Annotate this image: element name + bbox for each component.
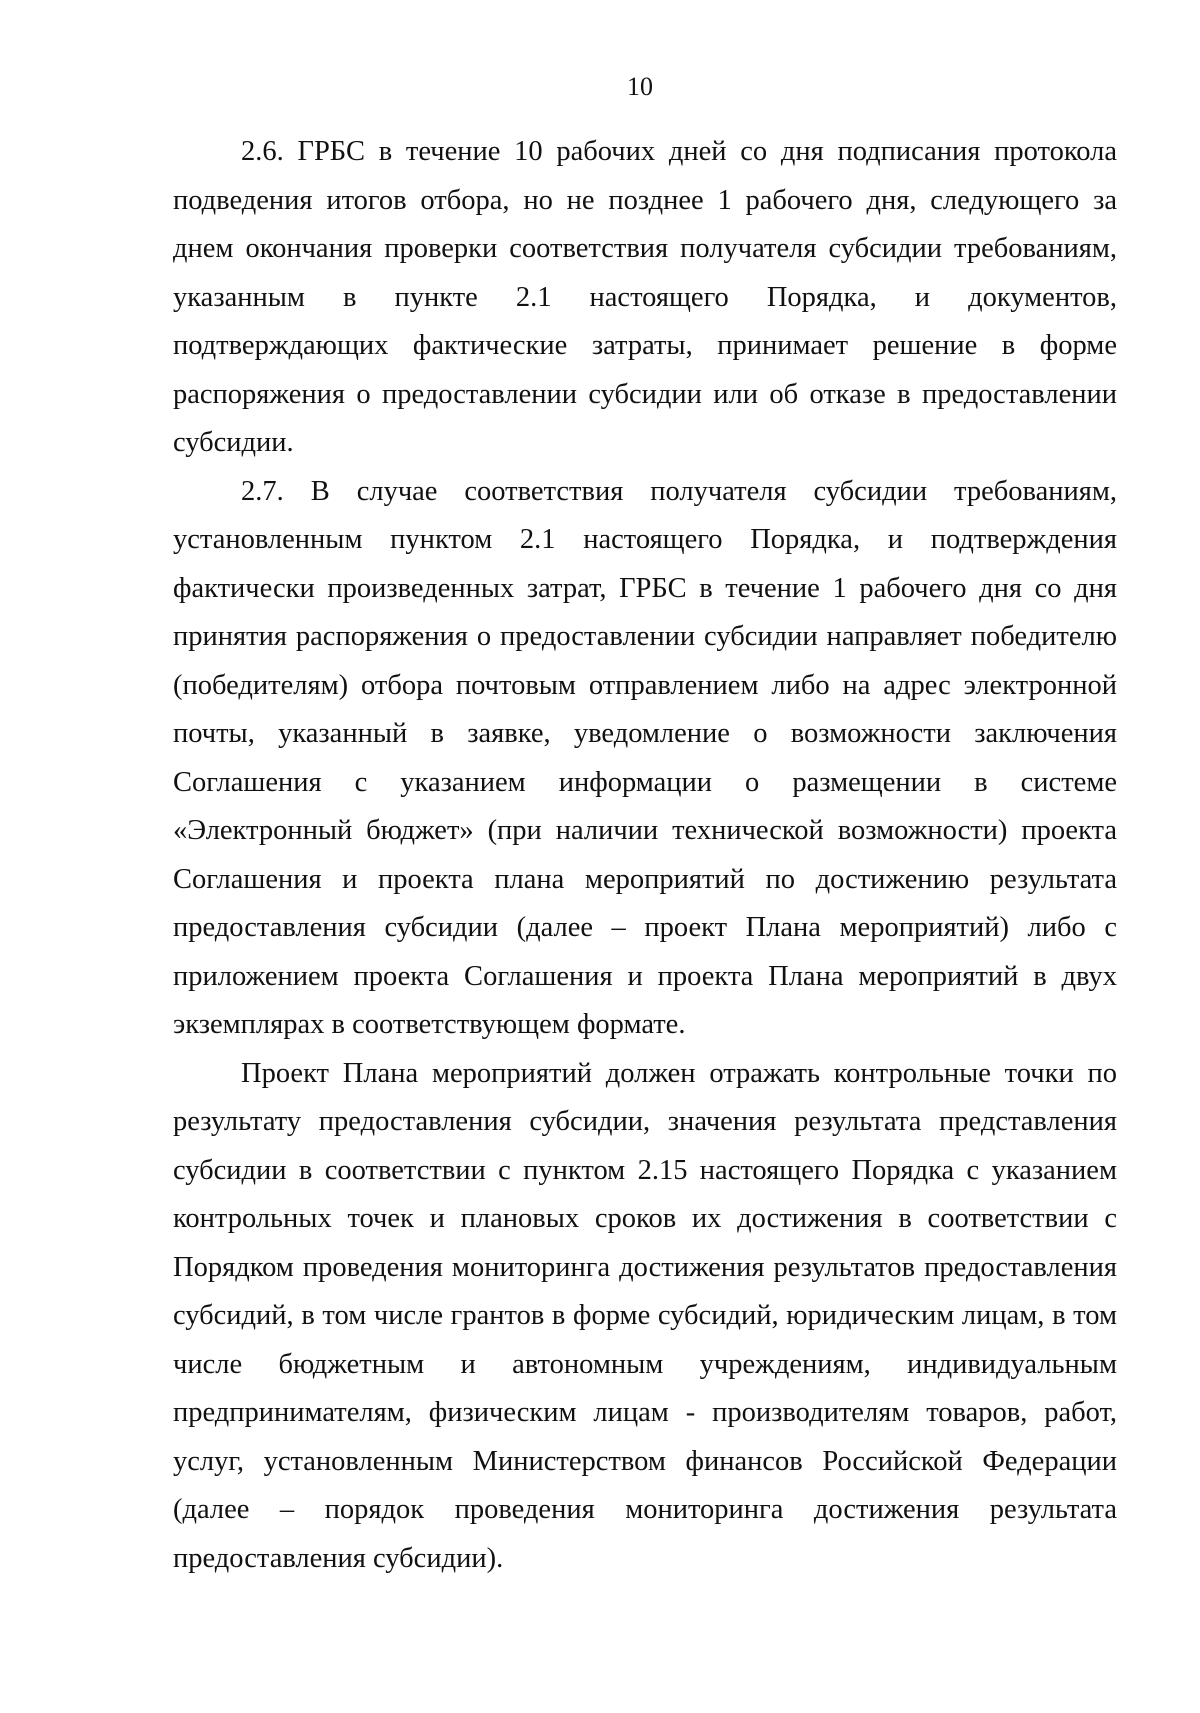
document-body (173, 128, 1117, 1583)
page-number: 10 (627, 72, 653, 101)
paragraph-2-7: 2.7. В случае соответствия получателя субсидии требованиям, установленным пунктом 2.1 настоящего Порядка, и подтверждения фактически произведенных затрат, ГРБС в течение 1 рабочего дня со дня принятия распоряжения о предоставлении субсидии направляет победителю (победителям) отбора почтовым отправлением либо на адрес электронной почты, указанный в заявке, уведомление о возможности заключения Соглашения с указанием информации о размещении в системе «Электронный бюджет» (при наличии технической возможности) проекта Соглашения и проекта плана мероприятий по достижению результата предоставления субсидии (далее – проект Плана мероприятий) либо с приложением проекта Соглашения и проекта Плана мероприятий в двух экземплярах в соответствующем формате. (173, 475, 1117, 1040)
paragraph-action-plan: Проект Плана мероприятий должен отражать контрольные точки по результату предоставления субсидии, значения результата представления субсидии в соответствии с пунктом 2.15 настоящего Порядка с указанием контрольных точек и плановых сроков их достижения в соответствии с Порядком проведения мониторинга достижения результатов предоставления субсидий, в том числе грантов в форме субсидий, юридическим лицам, в том числе бюджетным и автономным учреждениям, индивидуальным предпринимателям, физическим лицам - производителям товаров, работ, услуг, установленным Министерством финансов Российской Федерации (далее – порядок проведения мониторинга достижения результата предоставления субсидии). (173, 1057, 1117, 1574)
paragraph-2-6: 2.6. ГРБС в течение 10 рабочих дней со дня подписания протокола подведения итогов отбора, но не позднее 1 рабочего дня, следующего за днем окончания проверки соответствия получателя субсидии требованиям, указанным в пункте 2.1 настоящего Порядка, и документов, подтверждающих фактические затраты, принимает решение в форме распоряжения о предоставлении субсидии или об отказе в предоставлении субсидии. (173, 136, 1117, 458)
